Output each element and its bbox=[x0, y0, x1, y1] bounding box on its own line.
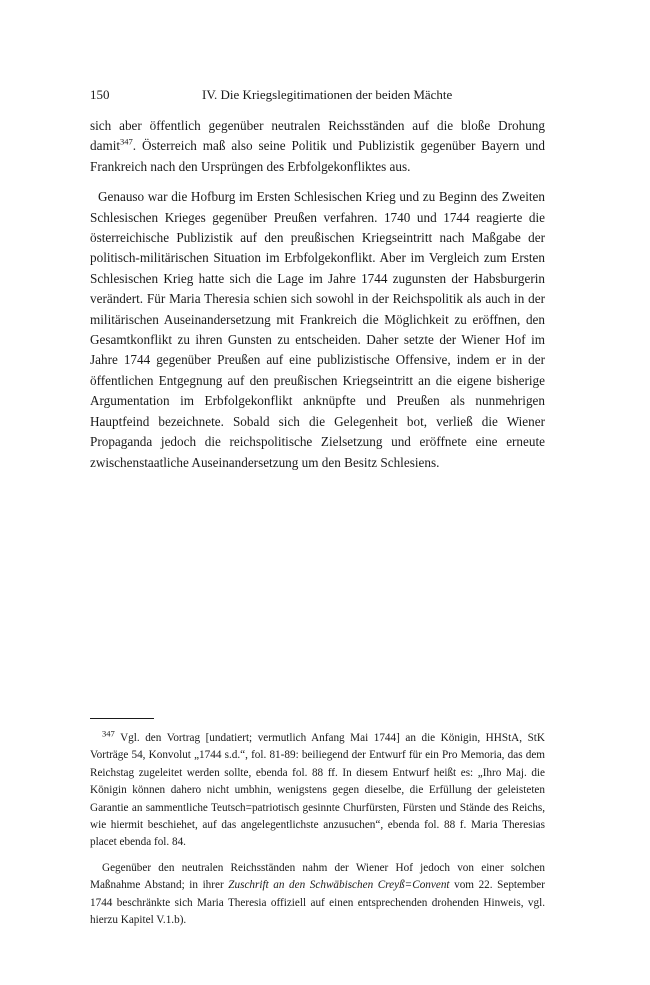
running-title: IV. Die Kriegslegitimationen der beiden Mächte bbox=[202, 87, 453, 102]
paragraph-1 bbox=[90, 116, 545, 177]
running-head bbox=[90, 84, 545, 106]
footnote-347-text: Vgl. den Vortrag [undatiert; vermutlich Anfang Mai 1744] an die Königin, HHStA, StK Vorträge 54, Konvolut „1744 s.d.“, fol. 81-89: beiliegend der Entwurf für ein Pro Memoria, das dem Reichstag zugeleitet werden sollte, ebenda fol. 88 ff. In diesem Entwurf heißt es: „Ihro Maj. die Königin können dahero nicht umbhin, wenigstens gegen dieselbe, die Erfüllung der geleisteten Garantie an sammentliche Teutsch=patriotisch gesinnte Churfürsten, Fürsten und Stände des Reichs, wie hiermit beschiehet, auf das angelegentlichste anzusuchen“, ebenda fol. 88 f. Maria Theresias placet ebenda fol. 84. bbox=[90, 732, 545, 849]
footnotes bbox=[90, 730, 545, 929]
page bbox=[90, 84, 545, 473]
footnote-347 bbox=[90, 730, 545, 852]
paragraph-1-rest: . Österreich maß also seine Politik und Publizistik gegenüber Bayern und Frankreich nach den Ursprüngen des Erbfolgekonfliktes aus. bbox=[90, 138, 545, 174]
footnote-reference-347[interactable]: 347 bbox=[120, 137, 133, 148]
footnote-continuation-text: Gegenüber den neutralen Reichsständen nahm der Wiener Hof jedoch von einer solchen Maßnahme Abstand; in ihrer bbox=[90, 861, 545, 892]
body-text bbox=[90, 116, 545, 473]
footnote-divider bbox=[90, 718, 154, 719]
paragraph-1-text: sich aber öffentlich gegenüber neutralen Reichsständen auf die bloße Drohung damit bbox=[90, 118, 545, 154]
footnote-347-continuation bbox=[90, 860, 545, 930]
page-number: 150 bbox=[90, 87, 110, 102]
footnote-italic-title: Zuschrift an den Schwäbischen Creyß=Convent bbox=[228, 879, 450, 892]
footnote-continuation-end: vom 22. September 1744 beschränkte sich Maria Theresia offiziell auf einen entsprechenden drohenden Hinweis, vgl. hierzu Kapitel V.1.b). bbox=[90, 879, 545, 927]
paragraph-2: Genauso war die Hofburg im Ersten Schlesischen Krieg und zu Beginn des Zweiten Schlesischen Krieges gegenüber Preußen verfahren. 1740 und 1744 reagierte die österreichische Publizistik auf den preußischen Kriegseintritt nach Maßgabe der politisch-militärischen Situation im Erbfolgekonflikt. Aber im Vergleich zum Ersten Schlesischen Krieg hatte sich die Lage im Jahre 1744 zugunsten der Habsburgerin verändert. Für Maria Theresia schien sich sowohl in der Reichspolitik als auch in der militärischen Auseinandersetzung mit Frankreich die Möglichkeit zu eröffnen, den Gesamtkonflikt zu ihren Gunsten zu entscheiden. Daher setzte der Wiener Hof im Jahre 1744 gegenüber Preußen auf eine publizistische Offensive, indem er in der öffentlichen Entgegnung auf den preußischen Kriegseintritt an die eigene bisherige Argumentation im Erbfolgekonflikt anknüpfte und Preußen als nunmehrigen Hauptfeind bezeichnete. Sobald sich die Gelegenheit bot, verließ die Wiener Propaganda jedoch die reichspolitische Zielsetzung und eröffnete eine erneute zwischenstaatliche Auseinandersetzung um den Besitz Schlesiens. bbox=[90, 189, 545, 470]
footnote-number-347: 347 bbox=[102, 728, 115, 739]
